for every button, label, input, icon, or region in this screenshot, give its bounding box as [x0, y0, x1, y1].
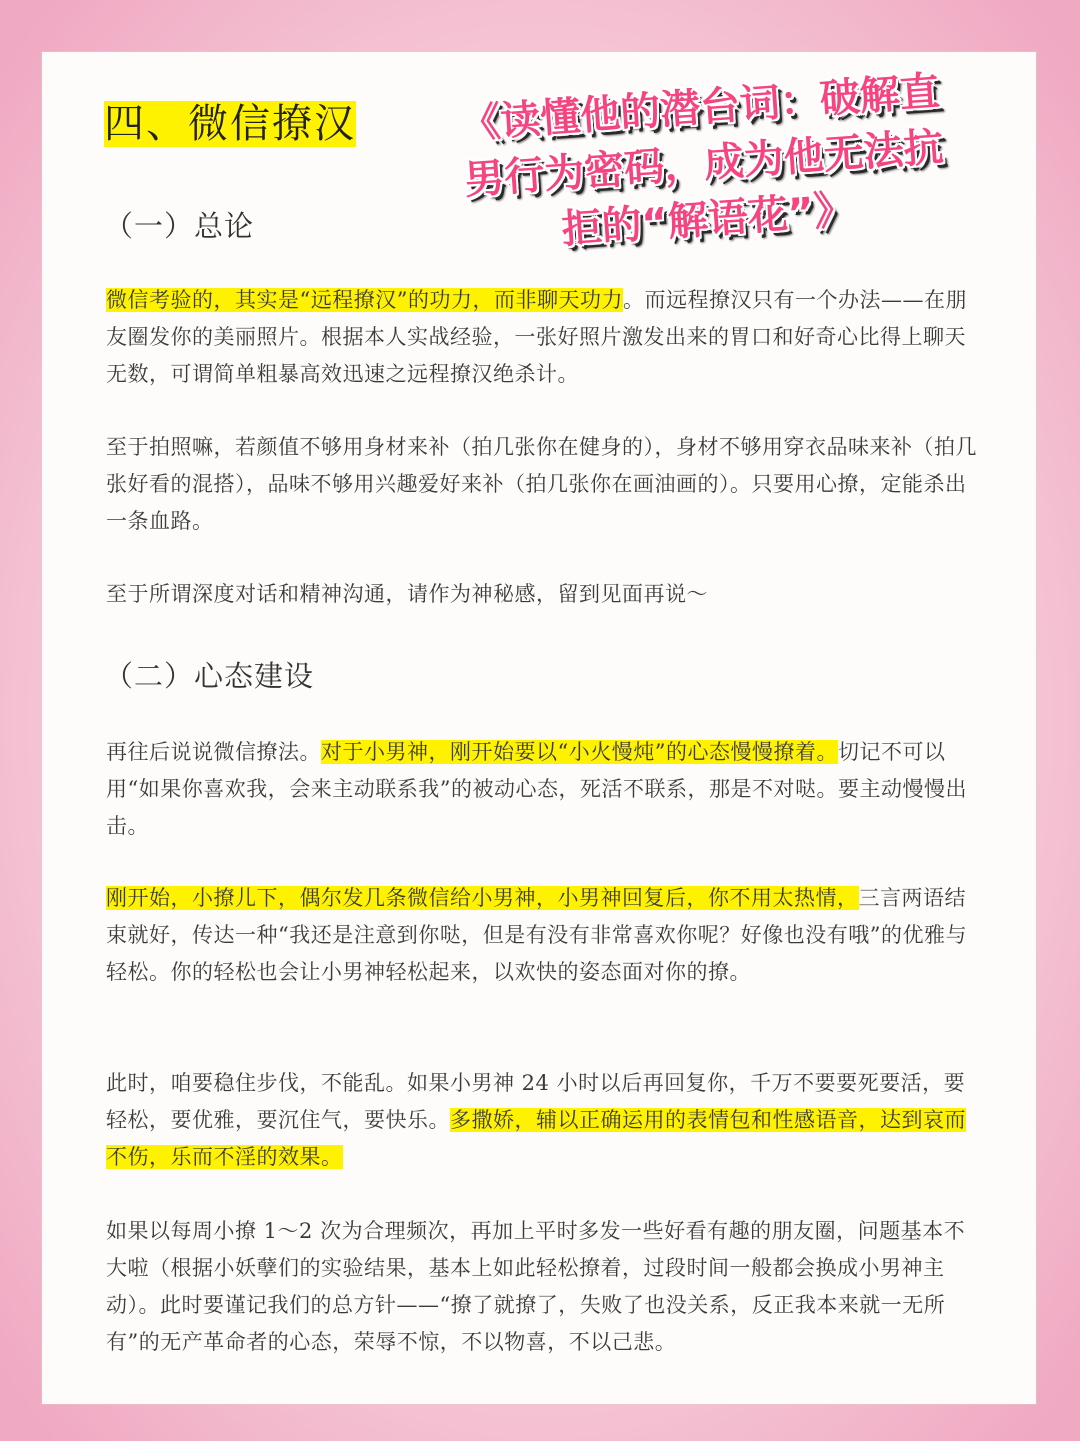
paragraph-text: 如果以每周小撩 1～2 次为合理频次，再加上平时多发一些好看有趣的朋友圈，问题基本不大啦（根据小妖孽们的实验结果，基本上如此轻松撩着，过段时间一般都会换成小男神主动）。此时要谨记我们的总方针——“撩了就撩了，失败了也没关系，反正我本来就一无所有”的无产革命者的心态，荣辱不惊，不以物喜，不以己悲。	[106, 1219, 966, 1354]
paragraph-text: 。而远程撩汉只有一个办法——在朋友圈发你的美丽照片。根据本人实战经验，一张好照片激发出来的胃口和好奇心比得上聊天无数，可谓简单粗暴高效迅速之远程撩汉绝杀计。	[106, 288, 967, 386]
paragraph-text: 至于拍照嘛，若颜值不够用身材来补（拍几张你在健身的），身材不够用穿衣品味来补（拍几张好看的混搭），品味不够用兴趣爱好来补（拍几张你在画油画的）。只要用心撩，定能杀出一条血路。	[106, 435, 977, 533]
highlighted-text: 微信考验的，其实是“远程撩汉”的功力，而非聊天功力	[106, 288, 623, 312]
sticker-line: 拒的“解语花”》	[560, 186, 856, 254]
sticker-line: 《读懂他的潜台词：破解直	[459, 68, 942, 148]
paragraph-text: 三言两语结束就好，传达一种“我还是注意到你哒，但是有没有非常喜欢你呢？好像也没有哦”的优雅与轻松。你的轻松也会让小男神轻松起来，以欢快的姿态面对你的撩。	[106, 886, 967, 984]
paragraph-text: 此时，咱要稳住步伐，不能乱。如果小男神 24 小时以后再回复你，千万不要要死要活，要轻松，要优雅，要沉住气，要快乐。	[106, 1071, 966, 1132]
paragraph-text: 切记不可以用“如果你喜欢我，会来主动联系我”的被动心态，死活不联系，那是不对哒。要主动慢慢出击。	[106, 740, 967, 838]
highlighted-text: 对于小男神，刚开始要以“小火慢炖”的心态慢慢撩着。	[321, 740, 838, 764]
section-title-text: 四、微信撩汉	[104, 101, 356, 147]
paragraph	[106, 1065, 986, 1176]
section-title	[104, 98, 356, 150]
highlighted-text: 多撒娇，辅以正确运用的表情包和性感语音，达到哀而不伤，乐而不淫的效果。	[106, 1108, 966, 1169]
paragraph	[106, 880, 986, 991]
paragraph	[106, 1213, 986, 1361]
paragraph	[106, 734, 986, 845]
highlighted-text: 刚开始，小撩儿下，偶尔发几条微信给小男神，小男神回复后，你不用太热情，	[106, 886, 859, 910]
paragraph	[106, 429, 986, 540]
paragraph	[106, 282, 986, 393]
paragraph-text: 再往后说说微信撩法。	[106, 740, 321, 764]
subsection-title: （二）心态建设	[104, 659, 315, 693]
paragraph	[106, 576, 986, 613]
subsection-title: （一）总论	[104, 209, 255, 243]
sticker-line: 男行为密码，成为他无法抗	[462, 124, 946, 204]
paragraph-text: 至于所谓深度对话和精神沟通，请作为神秘感，留到见面再说～	[106, 582, 708, 606]
